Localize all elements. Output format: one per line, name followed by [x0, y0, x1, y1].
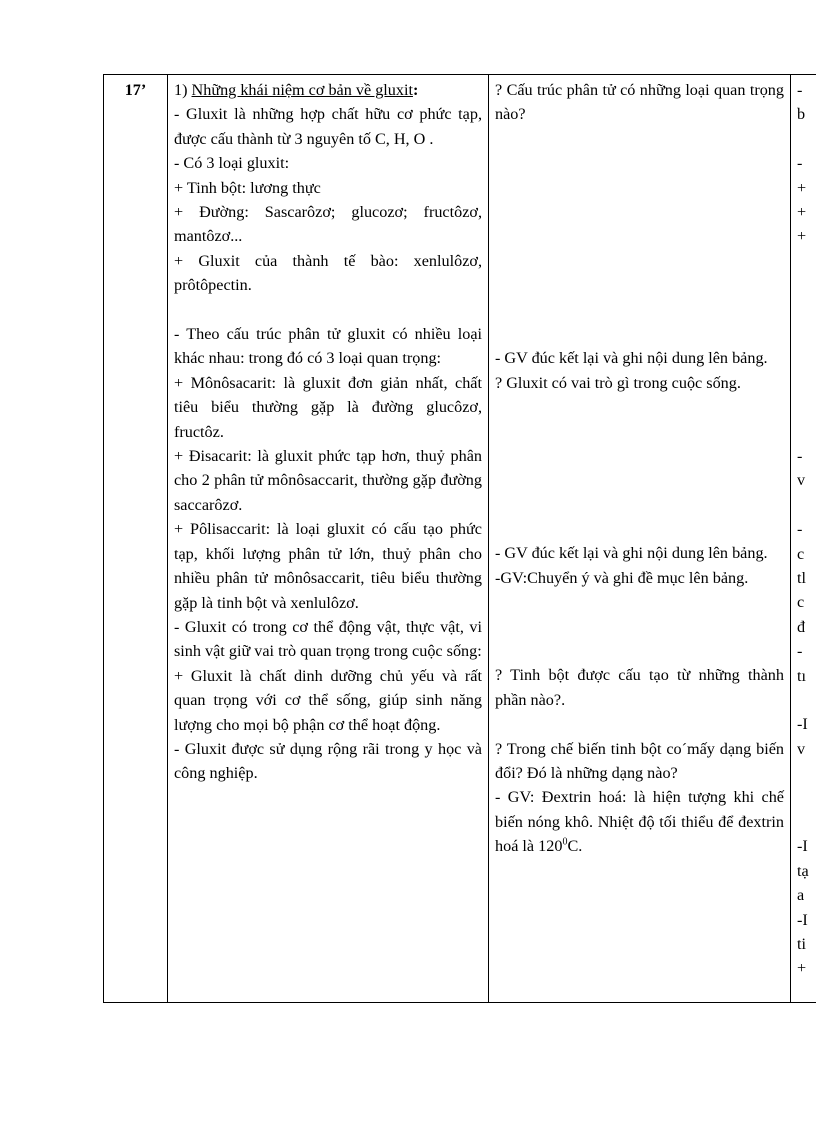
spacer	[174, 298, 482, 322]
teacher-note-text: - GV: Đextrin hoá: là hiện tượng khi chế biến nóng khô. Nhiệt độ tối thiểu để đextrin hoá là 120	[495, 788, 784, 856]
lesson-table	[103, 74, 816, 1003]
spacer	[495, 517, 784, 541]
teacher-note: - GV đúc kết lại và ghi nội dung lên bảng.	[495, 349, 768, 368]
spacer	[495, 615, 784, 639]
spacer	[495, 298, 784, 322]
content-paragraph: + Tinh bột: lương thực	[174, 178, 321, 197]
student-fragment: ti	[797, 935, 806, 953]
student-fragment: v	[797, 471, 806, 490]
spacer	[495, 273, 784, 297]
spacer	[797, 273, 816, 297]
content-paragraph: + Gluxit của thành tế bào: xenlulôzơ, prôtôpectin.	[174, 251, 482, 295]
student-fragment: b	[797, 105, 806, 124]
spacer	[495, 176, 784, 200]
spacer	[495, 395, 784, 419]
teacher-note-unit: C.	[567, 837, 583, 856]
spacer	[495, 639, 784, 663]
student-fragment: -I	[797, 715, 808, 734]
student-fragment: c	[797, 544, 805, 563]
teacher-note	[495, 785, 784, 858]
degree-sup: 0	[562, 836, 568, 848]
spacer	[495, 200, 784, 224]
spacer	[495, 590, 784, 614]
spacer	[495, 127, 784, 151]
teacher-question: ? Gluxit có vai trò gì trong cuộc sống.	[495, 373, 741, 392]
spacer	[797, 249, 816, 273]
teacher-question: ? Cấu trúc phân tử có những loại quan trọng nào?	[495, 81, 784, 124]
spacer	[797, 493, 816, 517]
teacher-note: -GV:Chuyển ý và ghi đề mục lên bảng.	[495, 568, 749, 587]
student-fragment: -	[797, 642, 803, 661]
spacer	[495, 712, 784, 736]
teacher-question: ? Trong chế biến tinh bột co´mấy dạng biến đổi? Đó là những dạng nào?	[495, 739, 784, 783]
teacher-note: - GV đúc kết lại và ghi nội dung lên bảng.	[495, 544, 768, 563]
spacer	[797, 761, 816, 785]
spacer	[797, 298, 816, 322]
spacer	[495, 444, 784, 468]
content-paragraph: + Mônôsacarit: là gluxit đơn giản nhất, chất tiêu biểu thường gặp là đường glucôzơ, fructôz.	[174, 373, 482, 441]
spacer	[495, 151, 784, 175]
student-fragment: +	[797, 203, 807, 222]
spacer	[797, 322, 816, 346]
content-paragraph: + Đường: Sascarôzơ; glucozơ; fructôzơ, mantôzơ...	[174, 203, 482, 246]
content-paragraph: - Gluxit có trong cơ thể động vật, thực vật, vi sinh vật giữ vai trò quan trọng trong cuộc sống:	[174, 617, 482, 661]
content-paragraph: - Theo cấu trúc phân tử gluxit có nhiều loại khác nhau: trong đó có 3 loại quan trọng:	[174, 325, 482, 368]
content-paragraph: - Gluxit được sử dụng rộng rãi trong y học và công nghiệp.	[174, 739, 482, 783]
teacher-question: ? Tinh bột được cấu tạo từ những thành phần nào?.	[495, 666, 784, 709]
student-fragment: -	[797, 446, 803, 465]
student-activity-cell	[791, 75, 816, 1003]
student-fragment: -I	[797, 837, 808, 856]
student-fragment: tạ	[797, 861, 809, 880]
spacer	[797, 786, 816, 810]
content-paragraph: - Có 3 loại gluxit:	[174, 154, 290, 173]
student-fragment: -	[797, 520, 803, 539]
student-fragment: c	[797, 593, 805, 612]
content-paragraph: + Đisacarit: là gluxit phức tạp hơn, thuỷ phân cho 2 phân tử mônôsaccarit, thường gặp đường saccarôzơ.	[174, 447, 482, 514]
spacer	[797, 395, 816, 419]
content-paragraph: + Pôlisaccarit: là loại gluxit có cấu tạo phức tạp, khối lượng phân tử lớn, thuỷ phân cho nhiều phân tử mônôsaccarit, tiêu biểu thường gặp là tinh bột và xenlulôzơ.	[174, 520, 482, 612]
spacer	[797, 127, 816, 151]
time-cell: 17’	[104, 75, 168, 1003]
heading-text: Những khái niệm cơ bản về gluxit	[191, 81, 413, 99]
student-fragment: tl	[797, 568, 806, 587]
student-fragment: a	[797, 886, 805, 905]
student-fragment: +	[797, 227, 807, 246]
spacer	[495, 224, 784, 248]
student-fragment: v	[797, 739, 806, 758]
spacer	[797, 420, 816, 444]
spacer	[495, 420, 784, 444]
spacer	[495, 493, 784, 517]
student-fragment: +	[797, 178, 807, 197]
spacer	[797, 346, 816, 370]
spacer	[797, 810, 816, 834]
heading-colon: :	[412, 81, 419, 99]
spacer	[495, 249, 784, 273]
student-fragment: -I	[797, 910, 808, 929]
content-cell	[168, 75, 489, 1003]
teacher-activity-cell	[489, 75, 791, 1003]
spacer	[797, 688, 816, 712]
content-paragraph: - Gluxit là những hợp chất hữu cơ phức tạp, được cấu thành từ 3 nguyên tố C, H, O .	[174, 105, 482, 148]
student-fragment: -	[797, 154, 803, 173]
section-heading	[174, 78, 482, 102]
student-fragment: tı	[797, 666, 806, 685]
student-fragment: +	[797, 959, 807, 978]
heading-number: 1)	[174, 81, 192, 99]
lesson-row	[104, 75, 816, 1003]
student-fragment: đ	[797, 617, 806, 636]
spacer	[495, 468, 784, 492]
spacer	[495, 322, 784, 346]
student-fragment: -	[797, 81, 803, 99]
content-paragraph: + Gluxit là chất dinh dưỡng chủ yếu và rất quan trọng với cơ thể sống, giúp sinh năng lượng cho mọi bộ phận cơ thể hoạt động.	[174, 666, 482, 734]
spacer	[797, 371, 816, 395]
